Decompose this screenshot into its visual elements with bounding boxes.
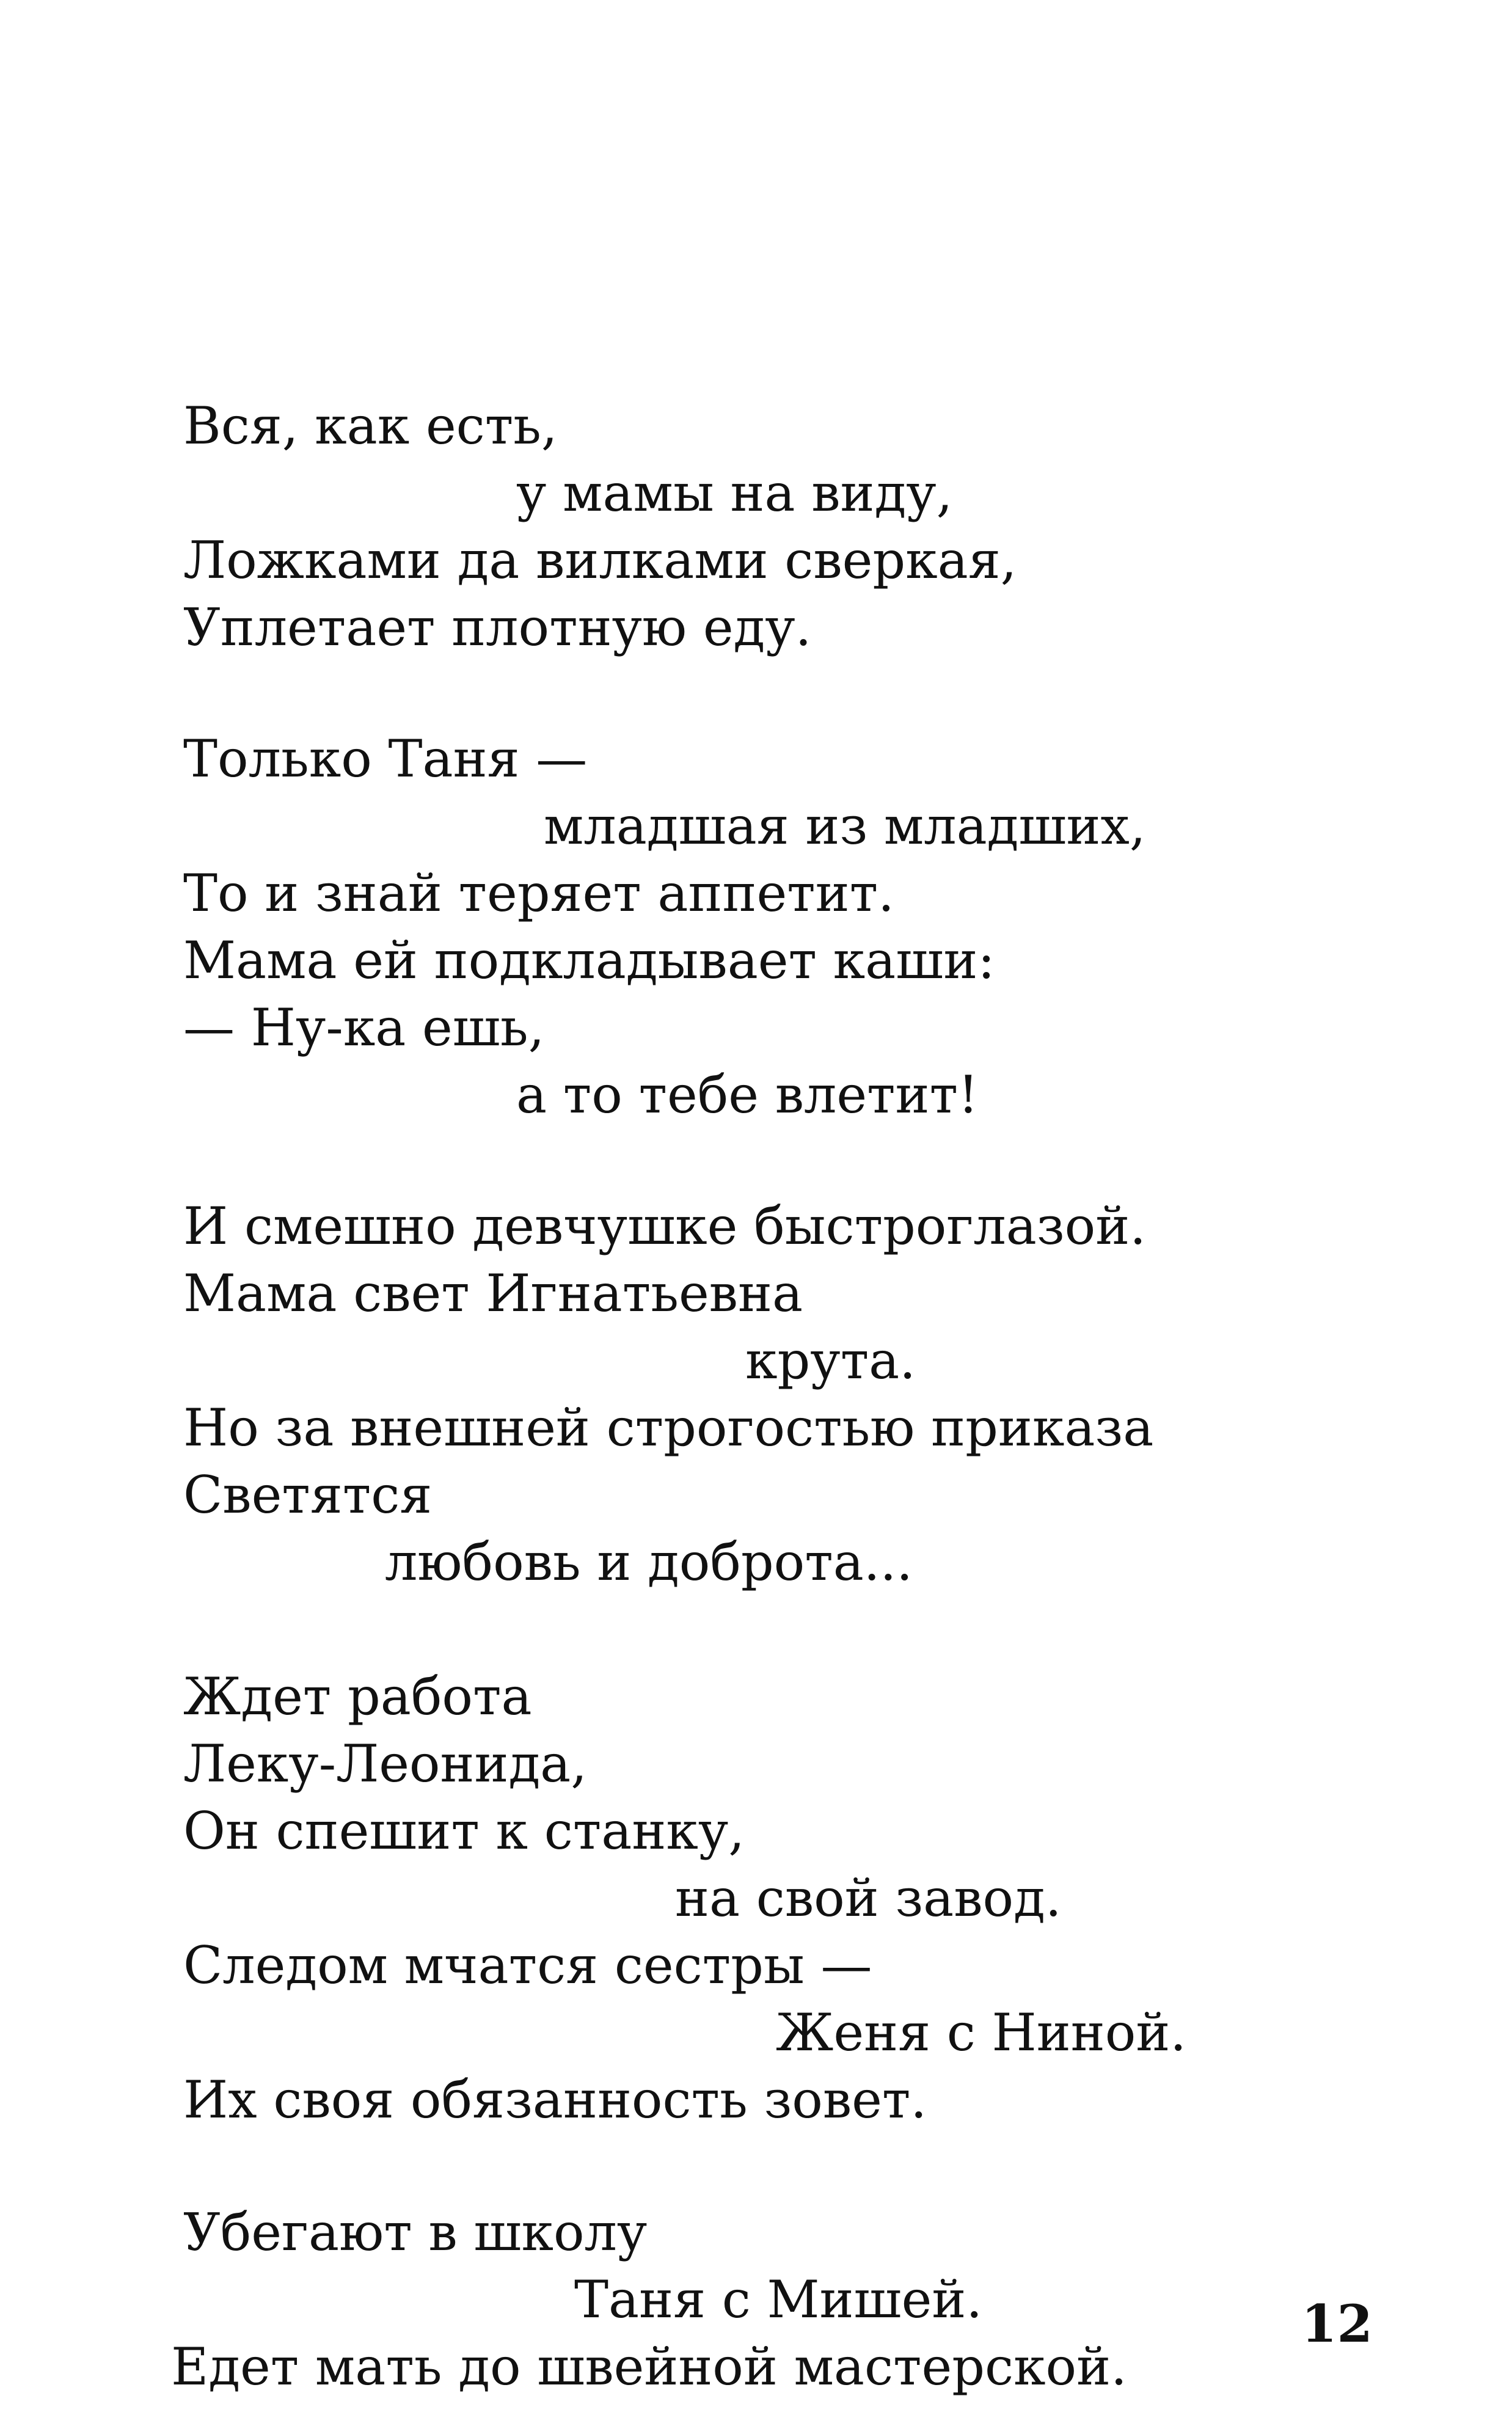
- poem-line: Убегают в школу: [183, 2202, 648, 2262]
- poem-line: у мамы на виду,: [516, 463, 953, 523]
- poem-line: — Ну-ка ешь,: [183, 998, 545, 1058]
- poem-line: Он спешит к станку,: [183, 1801, 745, 1861]
- poem-line: Мама свет Игнатьевна: [183, 1263, 803, 1323]
- poem-line: Только Таня —: [183, 729, 588, 789]
- poem-line: а то тебе влетит!: [516, 1065, 979, 1125]
- poem-line: крута.: [745, 1331, 916, 1390]
- poem-line: Уплетает плотную еду.: [183, 597, 812, 657]
- poem-line: Женя с Ниной.: [776, 2003, 1186, 2062]
- poem-line: на свой завод.: [675, 1868, 1062, 1928]
- poem-line: Леку-Леонида,: [183, 1734, 587, 1794]
- poem-line: Вся, как есть,: [183, 396, 558, 456]
- poem-line: Но за внешней строгостью приказа: [183, 1398, 1154, 1458]
- poem-line: любовь и доброта...: [385, 1532, 913, 1592]
- poem-line: Едет мать до швейной мастерской.: [171, 2337, 1127, 2397]
- poem-line: Ложками да вилками сверкая,: [183, 530, 1017, 590]
- poem-line: То и знай теряет аппетит.: [183, 863, 894, 923]
- poem-line: И смешно девчушке быстроглазой.: [183, 1196, 1146, 1256]
- poem-line: Светятся: [183, 1465, 433, 1525]
- poem-line: Следом мчатся сестры —: [183, 1935, 872, 1995]
- poem-line: Ждет работа: [183, 1667, 532, 1726]
- page-number: 12: [1301, 2293, 1373, 2354]
- poem-line: младшая из младших,: [544, 796, 1146, 856]
- poem-line: Мама ей подкладывает каши:: [183, 930, 995, 990]
- poem-line: Их своя обязанность зовет.: [183, 2070, 927, 2130]
- poem-line: Таня с Мишей.: [574, 2270, 983, 2329]
